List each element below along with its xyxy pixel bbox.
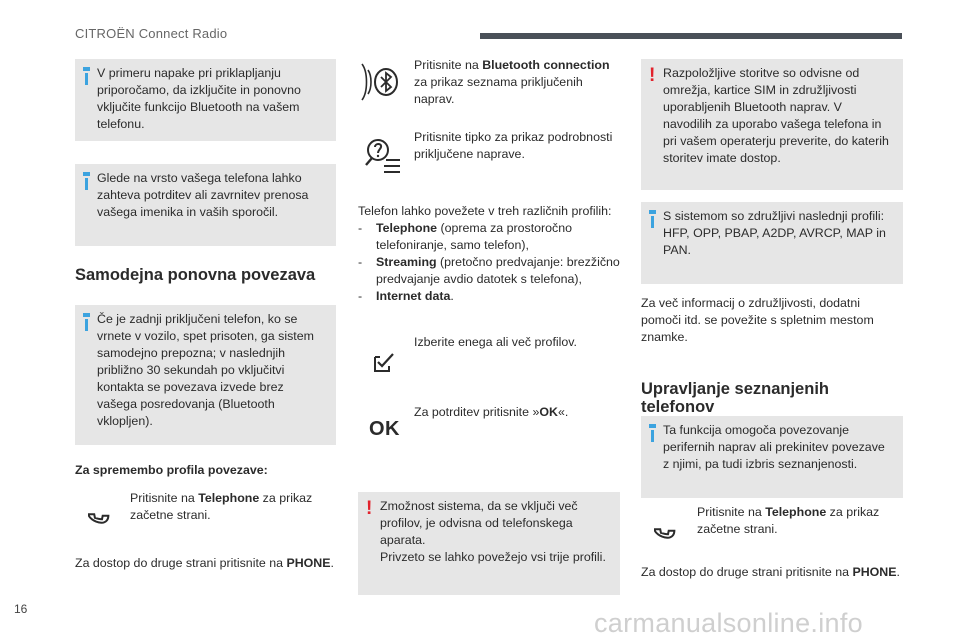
- profile-name: Internet data: [376, 289, 451, 303]
- info-note-text: Če je zadnji priključeni telefon, ko se vrnete v vozilo, spet prisoten, ga sistem samodejno prepozna; v naslednjih približno 30 sekundah po vključitvi kontakta se povezava izvede brez vašega posredovanja (Bluetooth vklopljen).: [97, 312, 314, 428]
- profile-desc: (pretočno predvajanje: brezžično predvajanje avdio datotek s telefona),: [376, 255, 620, 286]
- info-note-text: Ta funkcija omogoča povezovanje perifernih naprav ali prekinitev povezave z njimi, pa tudi izbris seznanjenosti.: [663, 423, 885, 471]
- press-telephone-text: [697, 504, 897, 538]
- info-note-text: S sistemom so združljivi naslednji profili: HFP, OPP, PBAP, A2DP, AVRCP, MAP in PAN.: [663, 209, 886, 257]
- confirm-post: «.: [557, 405, 569, 419]
- access-pre: Za dostop do druge strani pritisnite na: [75, 556, 287, 570]
- profile-item-internet: [358, 288, 620, 305]
- info-note-text: Glede na vrsto vašega telefona lahko zahteva potrditev ali zavrnitev prenosa vašega imenika in vaših sporočil.: [97, 171, 309, 219]
- info-icon: [83, 67, 90, 85]
- info-icon: [83, 313, 90, 331]
- profile-item-streaming: [358, 254, 620, 288]
- warning-text: Razpoložljive storitve so odvisne od omrežja, kartice SIM in združljivosti uporabljenih Bluetooth naprav. V navodilih za uporabo vašega telefona in pri vašem operaterju preverite, do katerih storitev imate dostop.: [663, 66, 889, 165]
- header-title: CITROËN Connect Radio: [75, 26, 228, 41]
- info-note-auto-reconnect: [75, 305, 336, 445]
- phone-label: PHONE: [852, 565, 897, 579]
- access-post: .: [896, 565, 900, 579]
- info-note-phonebook: [75, 164, 336, 246]
- device-details-icon: [364, 134, 402, 174]
- warning-icon: !: [649, 65, 656, 86]
- change-profile-heading: Za spremembo profila povezave:: [75, 463, 268, 477]
- info-icon: [649, 210, 656, 228]
- profiles-list: [358, 220, 620, 305]
- watermark: carmanualsonline.info: [594, 608, 863, 638]
- more-info-text: Za več informacij o združljivosti, dodatni pomoči itd. se povežite s spletnim mestom znamke.: [641, 296, 874, 344]
- phone-handset-icon: [654, 513, 686, 545]
- warning-text-line2: Privzeto se lahko povežejo vsi trije profili.: [380, 550, 606, 564]
- access-pre: Za dostop do druge strani pritisnite na: [641, 565, 853, 579]
- bt-post: za prikaz seznama priključenih naprav.: [414, 75, 583, 106]
- confirm-ok-text: [414, 404, 624, 421]
- press-telephone-text: [130, 490, 330, 524]
- warning-note-services: [641, 59, 903, 190]
- phone-handset-icon: [88, 498, 120, 530]
- warning-note-profiles: [358, 492, 620, 595]
- telephone-label: Telephone: [198, 491, 260, 505]
- warning-text-line1: Zmožnost sistema, da se vključi več profilov, je odvisna od telefonskega aparata.: [380, 499, 578, 547]
- press-post: za prikaz začetne strani.: [697, 505, 880, 536]
- info-note-reconnect: [75, 59, 336, 141]
- info-icon: [649, 424, 656, 442]
- info-note-manage: [641, 416, 903, 498]
- warning-icon: !: [366, 498, 373, 519]
- profile-desc: (oprema za prostoročno telefoniranje, samo telefon),: [376, 221, 573, 252]
- device-details-text: Pritisnite tipko za prikaz podrobnosti priključene naprave.: [414, 130, 613, 161]
- phone-label: PHONE: [286, 556, 331, 570]
- access-post: .: [330, 556, 334, 570]
- press-pre: Pritisnite na: [697, 505, 766, 519]
- access-phone-text: [641, 564, 921, 581]
- bluetooth-icon: [360, 60, 402, 104]
- bluetooth-connection-label: Bluetooth connection: [482, 58, 610, 72]
- profile-desc: .: [450, 289, 454, 303]
- info-note-text: V primeru napake pri priklapljanju priporočamo, da izključite in ponovno vključite funkcijo Bluetooth na vašem telefonu.: [97, 66, 301, 131]
- bt-pre: Pritisnite na: [414, 58, 483, 72]
- profile-name: Telephone: [376, 221, 438, 235]
- profile-item-telephone: [358, 220, 620, 254]
- profile-name: Streaming: [376, 255, 437, 269]
- bluetooth-connection-text: [414, 57, 614, 108]
- telephone-label: Telephone: [765, 505, 827, 519]
- confirm-pre: Za potrditev pritisnite »: [414, 405, 540, 419]
- access-phone-text: [75, 555, 355, 572]
- section-title-manage-paired: Upravljanje seznanjenih telefonov: [641, 380, 829, 416]
- profiles-section: [358, 203, 620, 305]
- press-pre: Pritisnite na: [130, 491, 199, 505]
- ok-icon: OK: [369, 418, 400, 440]
- header-bar: [480, 33, 902, 39]
- info-icon: [83, 172, 90, 190]
- section-title-auto-reconnect: Samodejna ponovna povezava: [75, 266, 316, 284]
- profiles-intro: Telefon lahko povežete v treh različnih profilih:: [358, 204, 612, 218]
- select-profiles-text: Izberite enega ali več profilov.: [414, 335, 578, 349]
- checkbox-icon: [372, 350, 396, 374]
- ok-label: OK: [539, 405, 558, 419]
- press-post: za prikaz začetne strani.: [130, 491, 313, 522]
- info-note-compatible-profiles: [641, 202, 903, 284]
- page-number: 16: [14, 602, 28, 616]
